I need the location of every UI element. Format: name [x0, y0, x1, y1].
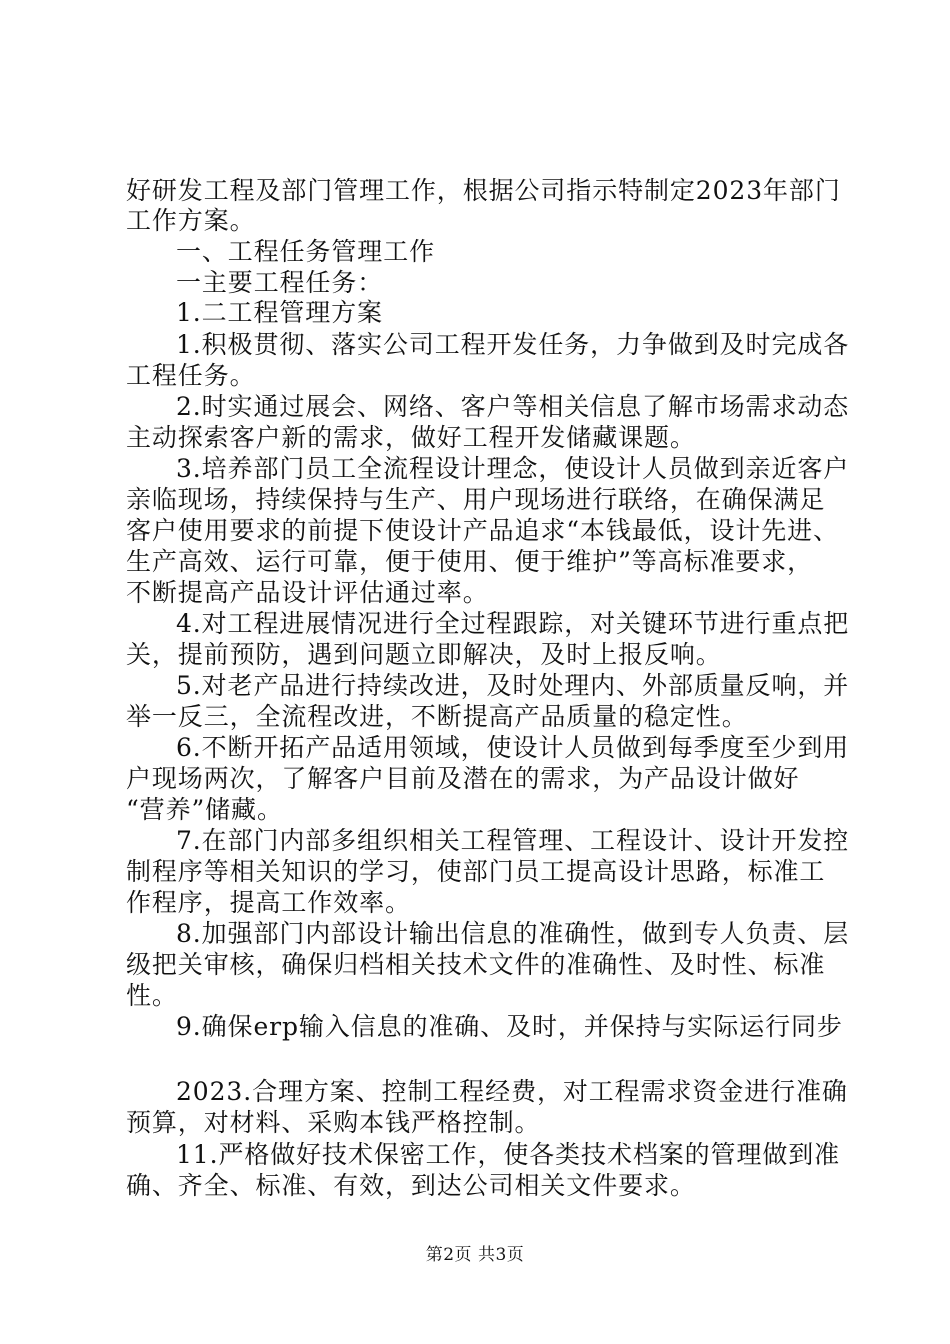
- list-item-line: 11.严格做好技术保密工作，使各类技术档案的管理做到准: [176, 1140, 841, 1169]
- list-item-line: 户现场两次，了解客户目前及潜在的需求，为产品设计做好: [126, 764, 800, 793]
- list-item-line: 7.在部门内部多组织相关工程管理、工程设计、设计开发控: [176, 826, 850, 855]
- list-item-line: 级把关审核，确保归档相关技术文件的准确性、及时性、标准: [126, 950, 826, 979]
- list-item-line: “营养”储藏。: [126, 795, 283, 824]
- list-item-line: 预算，对材料、采购本钱严格控制。: [126, 1108, 541, 1137]
- list-item-line: 5.对老产品进行持续改进，及时处理内、外部质量反响，并: [176, 671, 850, 700]
- section-heading: 一、工程任务管理工作: [176, 237, 436, 266]
- text-line: 工作方案。: [126, 206, 256, 235]
- list-item-line: 生产高效、运行可靠，便于使用、便于维护”等高标准要求，: [126, 547, 814, 576]
- list-item-line: 6.不断开拓产品适用领域，使设计人员做到每季度至少到用: [176, 733, 850, 762]
- subsection-heading: 1.二工程管理方案: [176, 298, 383, 327]
- text-line: 好研发工程及部门管理工作，根据公司指示特制定2023年部门: [126, 176, 841, 205]
- list-item-line: 确、齐全、标准、有效，到达公司相关文件要求。: [126, 1171, 696, 1200]
- list-item-line: 性。: [126, 981, 178, 1010]
- list-item-line: 客户使用要求的前提下使设计产品追求“本钱最低，设计先进、: [126, 516, 839, 545]
- list-item-line: 亲临现场，持续保持与生产、用户现场进行联络，在确保满足: [126, 485, 826, 514]
- list-item-line: 3.培养部门员工全流程设计理念，使设计人员做到亲近客户: [176, 454, 850, 483]
- list-item-line: 1.积极贯彻、落实公司工程开发任务，力争做到及时完成各: [176, 330, 850, 359]
- list-item-line: 2023.合理方案、控制工程经费，对工程需求资金进行准确: [176, 1077, 848, 1106]
- list-item-line: 8.加强部门内部设计输出信息的准确性，做到专人负责、层: [176, 919, 850, 948]
- list-item-line: 作程序，提高工作效率。: [126, 888, 411, 917]
- list-item-line: 主动探索客户新的需求，做好工程开发储藏课题。: [126, 423, 696, 452]
- list-item-line: 工程任务。: [126, 361, 256, 390]
- list-item-line: 不断提高产品设计评估通过率。: [126, 578, 489, 607]
- list-item-line: 制程序等相关知识的学习，使部门员工提高设计思路，标准工: [126, 857, 826, 886]
- subsection-heading: 一主要工程任务：: [176, 268, 384, 297]
- list-item-line: 2.时实通过展会、网络、客户等相关信息了解市场需求动态: [176, 392, 850, 421]
- page-footer: 第2页 共3页: [425, 1245, 525, 1265]
- list-item-line: 4.对工程进展情况进行全过程跟踪，对关键环节进行重点把: [176, 609, 850, 638]
- list-item-line: 关，提前预防，遇到问题立即解决，及时上报反响。: [126, 640, 722, 669]
- list-item-line: 9.确保erp输入信息的准确、及时，并保持与实际运行同步: [176, 1012, 843, 1041]
- list-item-line: 举一反三，全流程改进，不断提高产品质量的稳定性。: [126, 702, 748, 731]
